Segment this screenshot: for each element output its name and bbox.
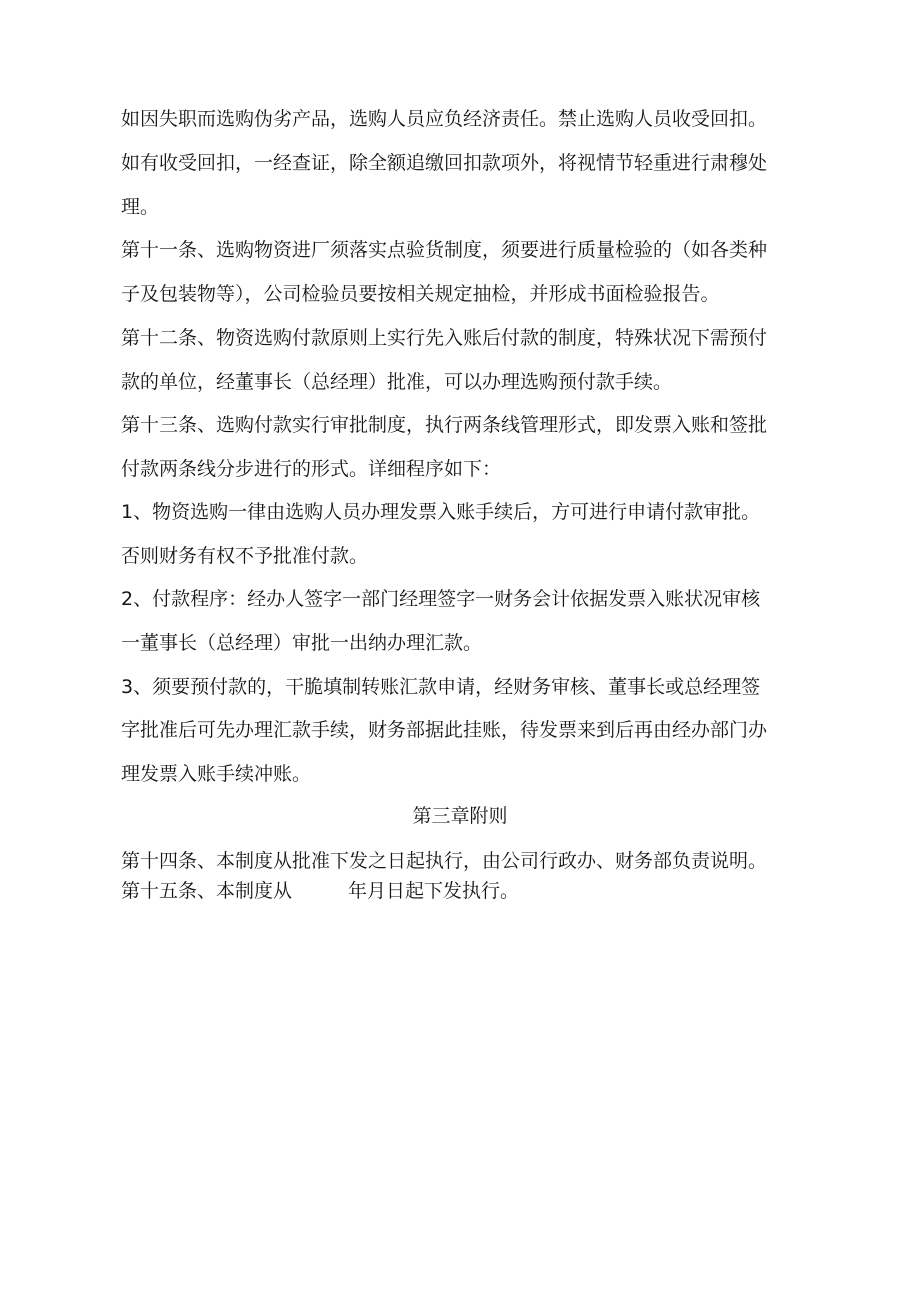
paragraph-line: 第十二条、物资选购付款原则上实行先入账后付款的制度，特殊状况下需预付: [121, 327, 768, 349]
paragraph-line: 如有收受回扣，一经查证，除全额追缴回扣款项外，将视情节轻重进行肃穆处: [121, 152, 768, 174]
paragraph-line: 字批准后可先办理汇款手续，财务部据此挂账，待发票来到后再由经办部门办: [121, 719, 768, 741]
paragraph-line: 一董事长（总经理）审批一出纳办理汇款。: [121, 632, 483, 654]
paragraph-line: 理发票入账手续冲账。: [121, 763, 312, 785]
paragraph-line: 第十一条、选购物资进厂须落实点验货制度，须要进行质量检验的（如各类种: [121, 239, 768, 261]
paragraph-line: 子及包装物等），公司检验员要按相关规定抽检，并形成书面检验报告。: [121, 283, 720, 305]
paragraph-line: 1、物资选购一律由选购人员办理发票入账手续后，方可进行申请付款审批。: [121, 501, 761, 523]
article-15-end: 年月日起下发执行。: [348, 880, 520, 902]
paragraph-line: 否则财务有权不予批准付款。: [121, 545, 369, 567]
chapter-heading: 第三章附则: [412, 805, 508, 827]
article-14: 第十四条、本制度从批准下发之日起执行，由公司行政办、财务部负责说明。: [121, 850, 768, 872]
paragraph-line: 理。: [121, 196, 160, 218]
article-15: [121, 879, 519, 903]
paragraph-line: 第十三条、选购付款实行审批制度，执行两条线管理形式，即发票入账和签批: [121, 414, 768, 436]
paragraph-line: 款的单位，经董事长（总经理）批准，可以办理选购预付款手续。: [121, 371, 673, 393]
paragraph-line: 2、付款程序：经办人签字一部门经理签字一财务会计依据发票入账状况审核: [121, 588, 761, 610]
paragraph-line: 付款两条线分步进行的形式。详细程序如下：: [121, 458, 502, 480]
paragraph-line: 3、须要预付款的，干脆填制转账汇款申请，经财务审核、董事长或总经理签: [121, 676, 761, 698]
article-15-start: 第十五条、本制度从: [121, 880, 293, 902]
paragraph-line: 如因失职而选购伪劣产品，选购人员应负经济责任。禁止选购人员收受回扣。: [121, 108, 768, 130]
